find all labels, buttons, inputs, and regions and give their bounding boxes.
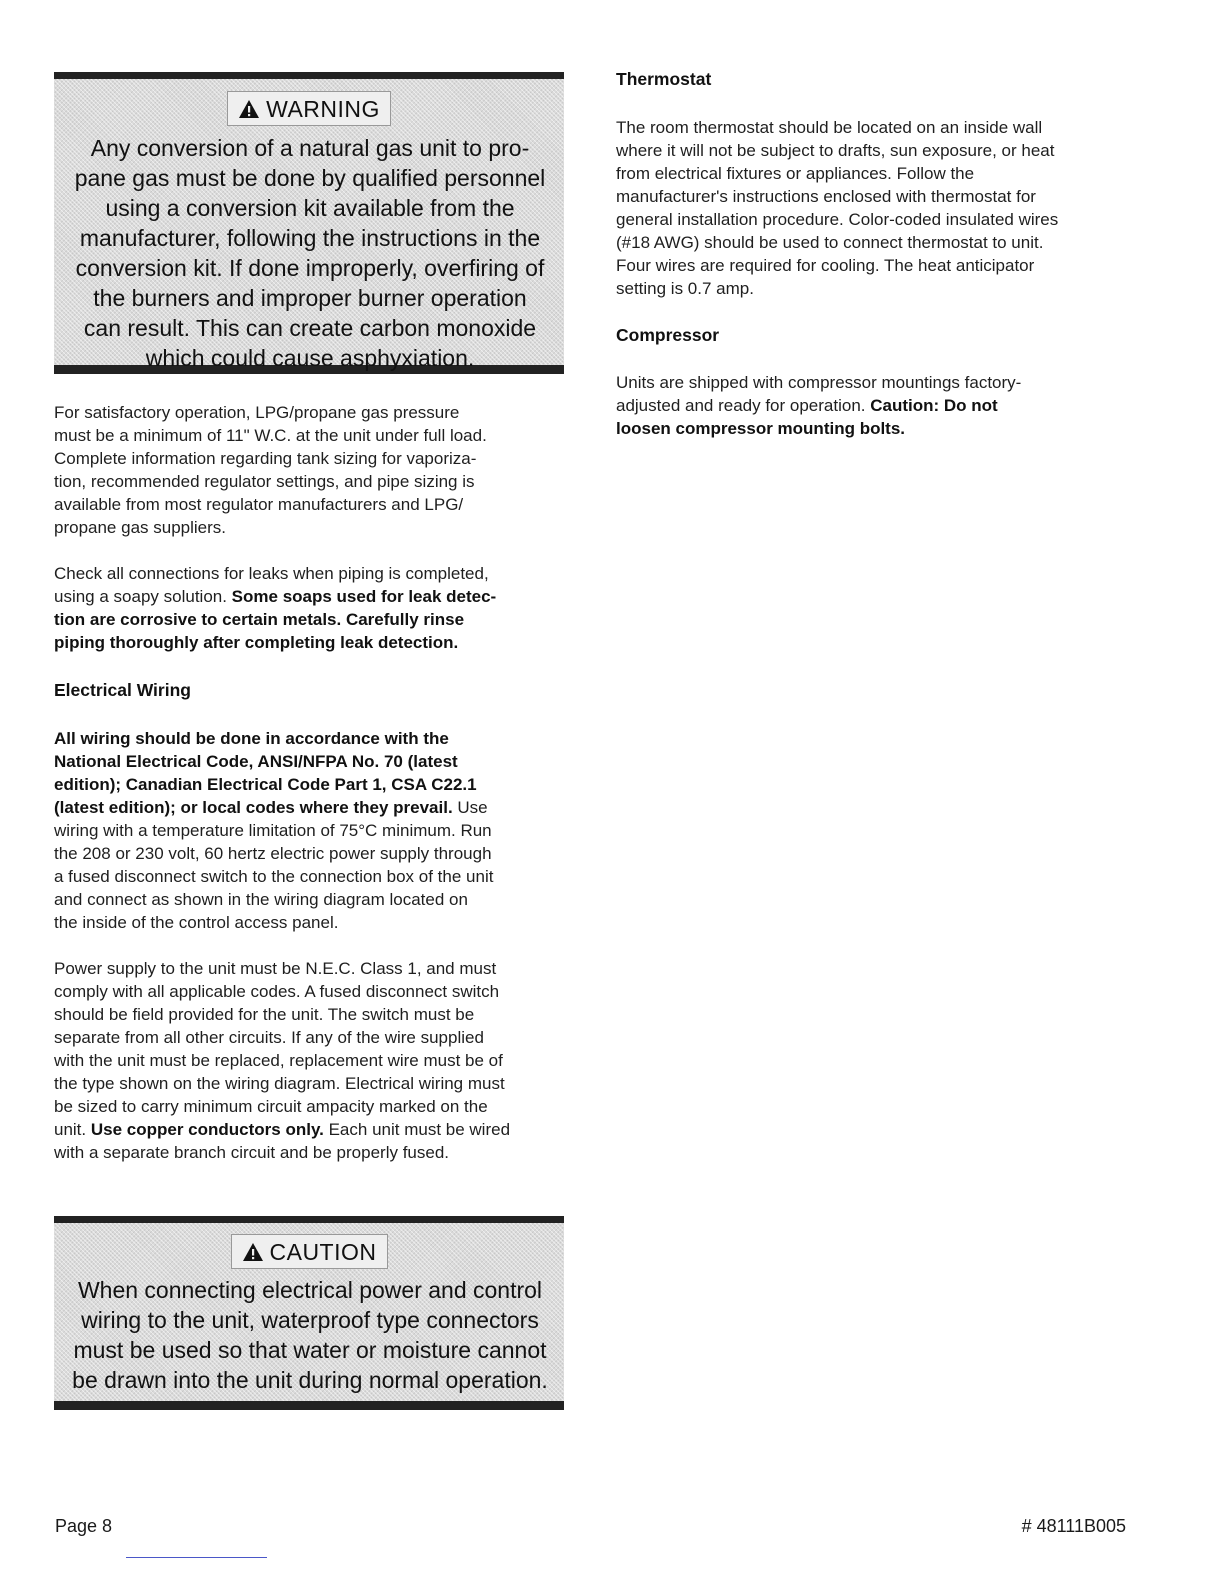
document-code: # 48111B005 [1021, 1516, 1126, 1536]
warning-tag [227, 91, 391, 126]
warning-line: can result. This can create carbon monoxide [83, 315, 537, 341]
caution-header [54, 1223, 564, 1269]
compressor-paragraph: Units are shipped with compressor mountings factory- adjusted and ready for operation. Caution: Do not loosen compressor mounting bolts. [616, 373, 1022, 438]
caution-text [54, 1275, 564, 1395]
left-column [54, 72, 564, 1393]
warning-line: using a conversion kit available from the [105, 195, 515, 221]
warning-line: which could cause asphyxiation. [145, 345, 475, 371]
caution-line: wiring to the unit, waterproof type connectors [81, 1307, 539, 1333]
warning-line: manufacturer, following the instructions in the [79, 225, 541, 251]
lpg-pressure-paragraph: For satisfactory operation, LPG/propane gas pressure must be a minimum of 11" W.C. at the unit under full load. Complete information regarding tank sizing for vaporiza- tion, recommended regulator settings, and pipe sizing is available from most regulator manufacturers and LPG/ propane gas suppliers. [54, 403, 487, 537]
caution-line: When connecting electrical power and control [77, 1277, 543, 1303]
warning-line: conversion kit. If done improperly, overfiring of [75, 255, 545, 281]
power-supply-paragraph: Power supply to the unit must be N.E.C. Class 1, and must comply with all applicable codes. A fused disconnect switch should be field provided for the unit. The switch must be separate from all other circuits. If any of the wire supplied with the unit must be replaced, replacement wire must be of the type shown on the wiring diagram. Electrical wiring must be sized to carry minimum circuit ampacity marked on the unit. Use copper conductors only. Each unit must be wired with a separate branch circuit and be properly fused. [54, 959, 511, 1162]
warning-triangle-icon [242, 1242, 264, 1262]
page-number: Page 8 [55, 1516, 113, 1536]
warning-header [54, 79, 564, 126]
caution-line: be drawn into the unit during normal operation. [72, 1367, 548, 1393]
leak-check-paragraph: Check all connections for leaks when piping is completed, using a soapy solution. Some soaps used for leak detec- tion are corrosive to certain metals. Carefully rinse piping thoroughly after completing leak detection. [54, 564, 497, 652]
thermostat-heading: Thermostat [616, 69, 712, 89]
wiring-code-paragraph: All wiring should be done in accordance with the National Electrical Code, ANSI/NFPA No. 70 (latest edition); Canadian Electrical Code Part 1, CSA C22.1 (latest edition); or local codes where they prevail. Use wiring with a temperature limitation of 75°C minimum. Run the 208 or 230 volt, 60 hertz electric power supply through a fused disconnect switch to the connection box of the unit and connect as shown in the wiring diagram located on the inside of the control access panel. [54, 729, 494, 932]
warning-line: the burners and improper burner operation [93, 285, 527, 311]
thermostat-paragraph: The room thermostat should be located on an inside wall where it will not be subject to drafts, sun exposure, or heat from electrical fixtures or appliances. Follow the manufacturer's instructions enclosed with thermostat for general installation procedure. Color-coded insulated wires (#18 AWG) should be used to connect thermostat to unit. Four wires are required for cooling. The heat anticipator setting is 0.7 amp. [616, 118, 1059, 298]
warning-label: WARNING [266, 96, 380, 122]
caution-tag [231, 1234, 388, 1269]
caution-label: CAUTION [269, 1239, 377, 1265]
caution-line: must be used so that water or moisture cannot [73, 1337, 547, 1363]
warning-triangle-icon [238, 99, 260, 119]
warning-line: pane gas must be done by qualified personnel [74, 165, 546, 191]
warning-text [54, 133, 564, 373]
warning-line: Any conversion of a natural gas unit to pro- [90, 135, 530, 161]
electrical-wiring-heading: Electrical Wiring [54, 680, 191, 700]
warning-callout [54, 72, 564, 374]
right-column [616, 68, 1116, 440]
caution-callout [54, 1216, 564, 1410]
compressor-heading: Compressor [616, 325, 720, 345]
footer-divider [126, 1557, 267, 1558]
